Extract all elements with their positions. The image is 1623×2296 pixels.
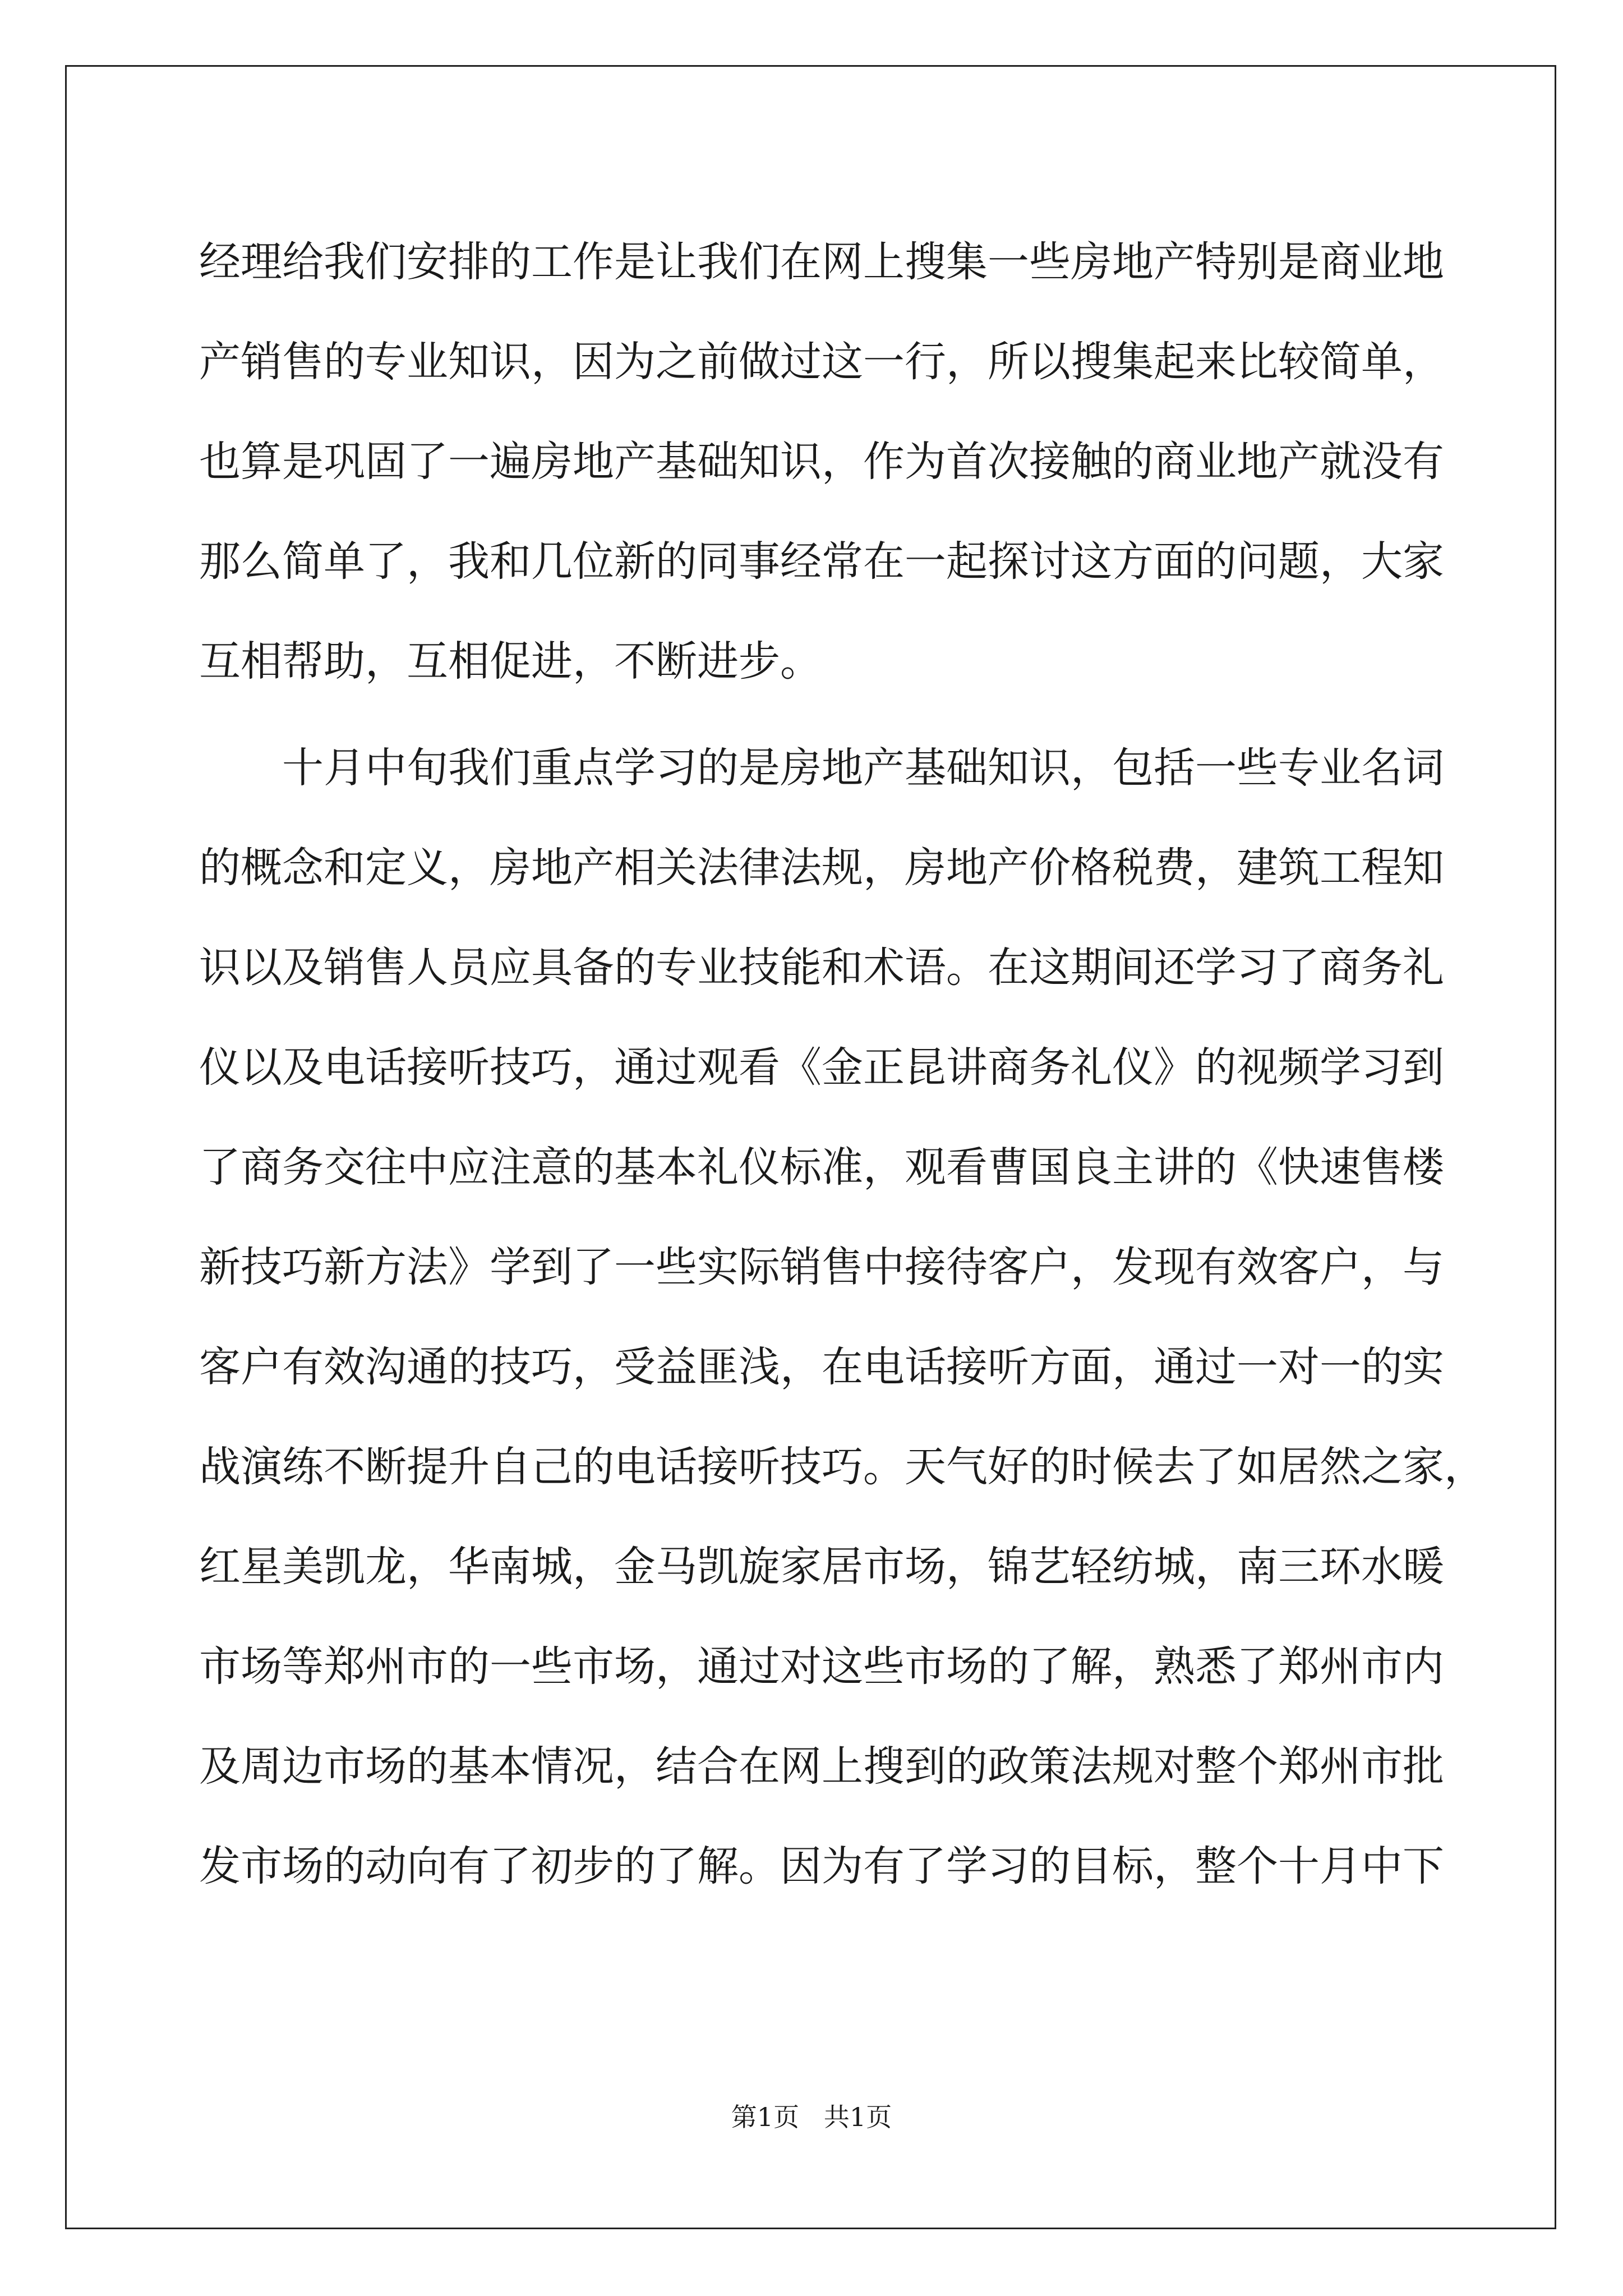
text-line: 了商务交往中应注意的基本礼仪标准，观看曹国良主讲的《快速售楼	[199, 1143, 1444, 1191]
page-footer: 第1页 共1页	[731, 2102, 892, 2132]
text-line: 及周边市场的基本情况，结合在网上搜到的政策法规对整个郑州市批	[199, 1742, 1444, 1791]
text-line: 也算是巩固了一遍房地产基础知识，作为首次接触的商业地产就没有	[199, 438, 1444, 486]
text-line: 产销售的专业知识，因为之前做过这一行，所以搜集起来比较简单，	[199, 338, 1444, 386]
text-line: 客户有效沟通的技巧，受益匪浅，在电话接听方面，通过一对一的实	[199, 1343, 1444, 1391]
paragraph-gap	[199, 711, 1424, 718]
text-line-indented: 十月中旬我们重点学习的是房地产基础知识，包括一些专业名词	[282, 744, 1444, 792]
text-line: 仪以及电话接听技巧，通过观看《金正昆讲商务礼仪》的视频学习到	[199, 1043, 1444, 1092]
text-line: 新技巧新方法》学到了一些实际销售中接待客户，发现有效客户，与	[199, 1243, 1444, 1291]
text-line: 经理给我们安排的工作是让我们在网上搜集一些房地产特别是商业地	[199, 238, 1444, 286]
document-body	[199, 212, 1486, 1916]
text-line: 的概念和定义，房地产相关法律法规，房地产价格税费，建筑工程知	[199, 844, 1444, 892]
text-line: 那么简单了，我和几位新的同事经常在一起探讨这方面的问题，大家	[199, 537, 1444, 586]
text-line: 红星美凯龙，华南城，金马凯旋家居市场，锦艺轻纺城，南三环水暖	[199, 1543, 1444, 1591]
text-line: 发市场的动向有了初步的了解。因为有了学习的目标，整个十月中下	[199, 1842, 1444, 1890]
text-line: 市场等郑州市的一些市场，通过对这些市场的了解，熟悉了郑州市内	[199, 1642, 1444, 1691]
text-line: 互相帮助，互相促进，不断进步。	[199, 637, 822, 685]
text-line: 识以及销售人员应具备的专业技能和术语。在这期间还学习了商务礼	[199, 944, 1444, 992]
text-line: 战演练不断提升自己的电话接听技巧。天气好的时候去了如居然之家，	[199, 1443, 1486, 1491]
